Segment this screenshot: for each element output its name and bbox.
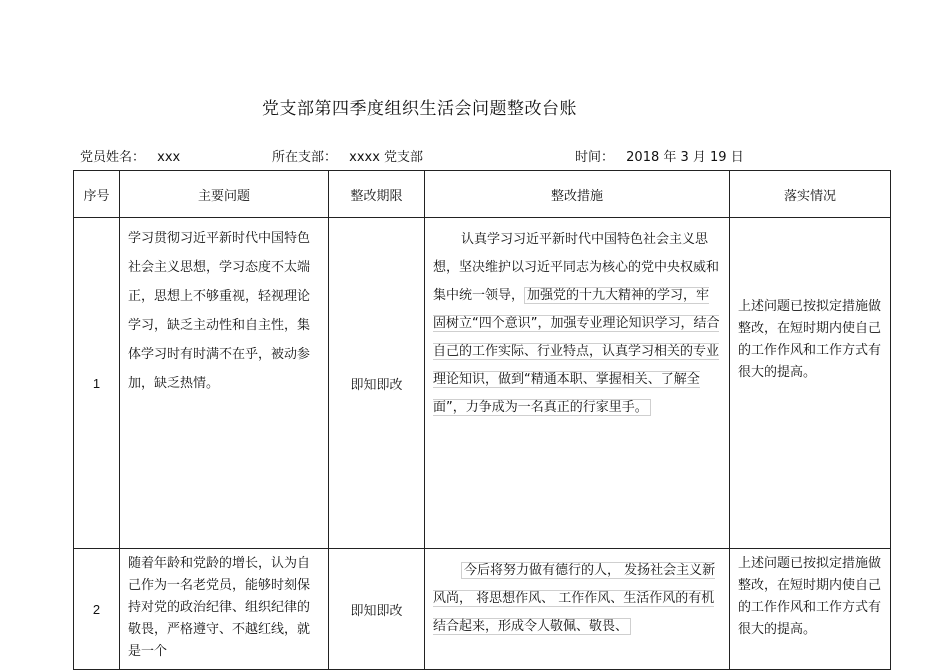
branch-field <box>272 146 423 165</box>
row-problem <box>120 549 329 670</box>
rectification-table <box>73 170 891 670</box>
row-problem-text: 随着年龄和党龄的增长，认为自己作为一名老党员，能够时刻保持对党的政治纪律、组织纪律的敬畏，严格遵守、不越红线，就是一个 <box>128 556 311 659</box>
header-problem: 主要问题 <box>120 171 329 218</box>
member-name-label: 党员姓名： <box>80 150 146 165</box>
row-deadline: 即知即改 <box>329 549 425 670</box>
row-status <box>730 549 891 670</box>
row-status: 上述问题已按拟定措施做整改，在短时期内使自己的工作作风和工作方式有很大的提高。 <box>730 218 891 549</box>
member-name-value: xxx <box>157 150 181 165</box>
document-title: 党支部第四季度组织生活会问题整改台账 <box>262 99 577 119</box>
table-row <box>74 218 891 549</box>
measures-part-b: 加强党的十九大精神的学习，牢固树立“四个意识”，加强专业理论知识学习，结合自己的工作实际、行业特点，认真学习相关的专业理论知识，做到“精通本职、掌握相关、了解全面”，力争成为一名真正的行家里手。 <box>433 288 720 415</box>
row-measures-text <box>433 557 721 661</box>
row-index: 2 <box>74 549 120 670</box>
row-measures <box>425 549 730 670</box>
header-index: 序号 <box>74 171 120 218</box>
table-row <box>74 549 891 670</box>
header-status: 落实情况 <box>730 171 891 218</box>
header-deadline: 整改期限 <box>329 171 425 218</box>
row-index: 1 <box>74 218 120 549</box>
date-value: 2018 年 3 月 19 日 <box>626 150 744 165</box>
row-status-text: 上述问题已按拟定措施做整改，在短时期内使自己的工作作风和工作方式有很大的提高。 <box>738 556 882 637</box>
row-measures <box>425 218 730 549</box>
table-header-row <box>74 171 891 218</box>
row-deadline: 即知即改 <box>329 218 425 549</box>
branch-label: 所在支部： <box>272 150 338 165</box>
branch-value: xxxx 党支部 <box>349 150 424 165</box>
header-measures: 整改措施 <box>425 171 730 218</box>
member-name-field <box>80 146 180 165</box>
measures-part-a: 认真学习习近平新时代中国特色社会主义思想，坚决维护以习近平同志为核心的党中央权威和集中统一领导， <box>433 232 720 303</box>
date-label: 时间： <box>575 150 615 165</box>
row-problem: 学习贯彻习近平新时代中国特色社会主义思想，学习态度不太端正，思想上不够重视，轻视理论学习，缺乏主动性和自主性，集体学习时有时满不在乎，被动参加，缺乏热情。 <box>120 218 329 549</box>
measures-text: 今后将努力做有德行的人， 发扬社会主义新风尚， 将思想作风、 工作作风、生活作风的有机结合起来，形成令人敬佩、敬畏、 <box>433 563 716 634</box>
date-field <box>575 146 744 165</box>
